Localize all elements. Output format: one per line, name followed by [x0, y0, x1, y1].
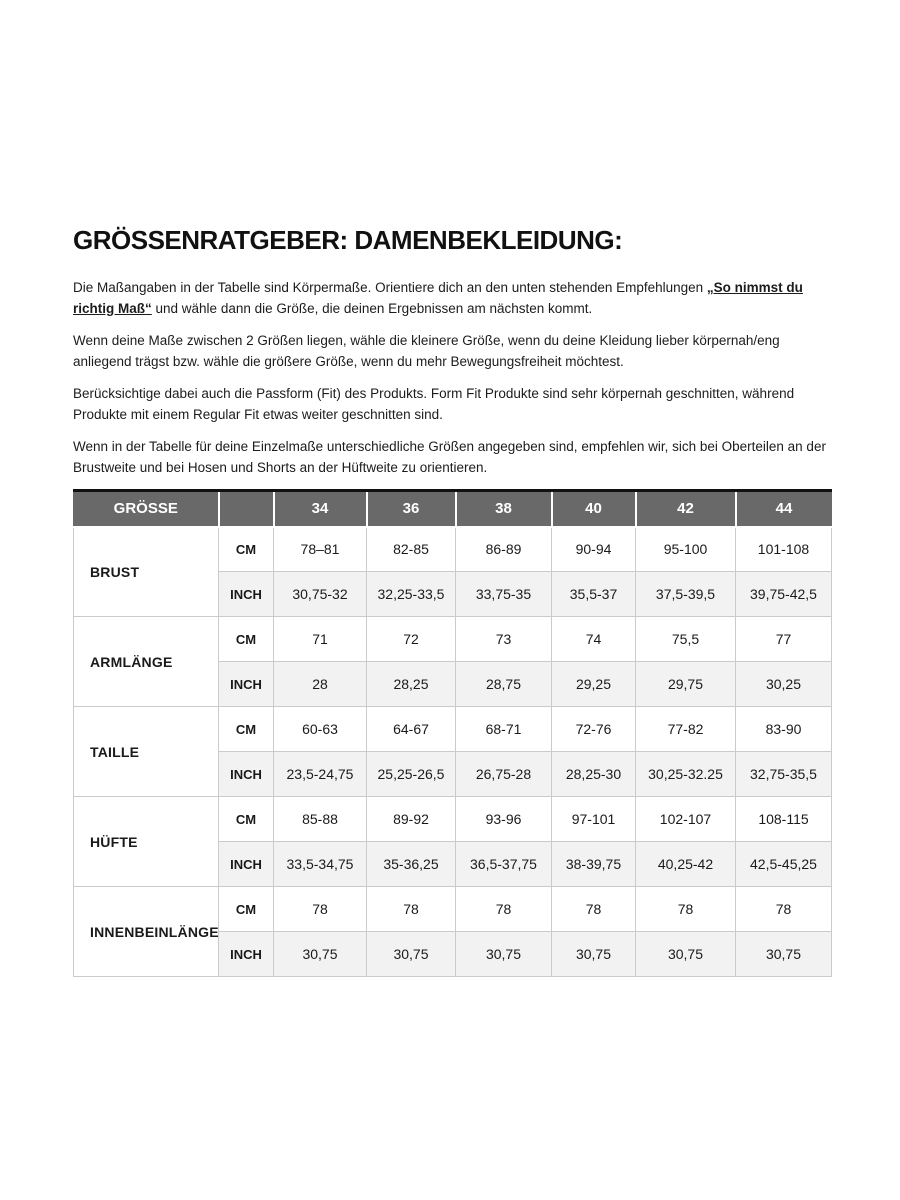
value-cell: 90-94: [552, 527, 636, 572]
size-header-34: 34: [274, 491, 367, 527]
unit-cell-cm: CM: [219, 707, 274, 752]
unit-cell-inch: INCH: [219, 662, 274, 707]
content-column: [73, 225, 831, 977]
unit-cell-inch: INCH: [219, 932, 274, 977]
value-cell: 72-76: [552, 707, 636, 752]
table-row: [74, 527, 832, 572]
size-chart-table: [73, 489, 832, 977]
intro-paragraph-fit: Berücksichtige dabei auch die Passform (Fit) des Produkts. Form Fit Produkte sind sehr körpernah geschnitten, während Produkte mit einem Regular Fit etwas weiter geschnitten sind.: [73, 386, 795, 422]
unit-cell-cm: CM: [219, 887, 274, 932]
intro-paragraph-recommendation: Wenn in der Tabelle für deine Einzelmaße unterschiedliche Größen angegeben sind, empfehlen wir, sich bei Oberteilen an der Brustweite und bei Hosen und Shorts an der Hüftweite zu orientieren.: [73, 439, 826, 475]
size-header-36: 36: [367, 491, 456, 527]
value-cell: 93-96: [456, 797, 552, 842]
unit-cell-inch: INCH: [219, 752, 274, 797]
size-header-40: 40: [552, 491, 636, 527]
value-cell: 78: [552, 887, 636, 932]
value-cell: 86-89: [456, 527, 552, 572]
value-cell: 30,75: [736, 932, 832, 977]
value-cell: 74: [552, 617, 636, 662]
size-header-38: 38: [456, 491, 552, 527]
value-cell: 77: [736, 617, 832, 662]
value-cell: 28,25: [367, 662, 456, 707]
value-cell: 39,75-42,5: [736, 572, 832, 617]
value-cell: 71: [274, 617, 367, 662]
value-cell: 30,75: [456, 932, 552, 977]
table-row: [74, 797, 832, 842]
value-cell: 85-88: [274, 797, 367, 842]
unit-cell-cm: CM: [219, 797, 274, 842]
size-header-corner: GRÖSSE: [74, 491, 219, 527]
size-header-44: 44: [736, 491, 832, 527]
value-cell: 82-85: [367, 527, 456, 572]
how-to-measure-link[interactable]: „So nimmst du richtig Maß“: [73, 280, 803, 316]
unit-cell-cm: CM: [219, 527, 274, 572]
value-cell: 60-63: [274, 707, 367, 752]
value-cell: 32,25-33,5: [367, 572, 456, 617]
value-cell: 23,5-24,75: [274, 752, 367, 797]
page-title: GRÖSSENRATGEBER: DAMENBEKLEIDUNG:: [73, 225, 623, 255]
value-cell: 95-100: [636, 527, 736, 572]
row-label-innenbeinlaenge: INNENBEINLÄNGE: [74, 887, 219, 977]
value-cell: 78: [736, 887, 832, 932]
value-cell: 36,5-37,75: [456, 842, 552, 887]
table-row: [74, 887, 832, 932]
value-cell: 29,25: [552, 662, 636, 707]
intro-paragraph-measure: [73, 277, 831, 319]
value-cell: 30,75-32: [274, 572, 367, 617]
table-row: [74, 707, 832, 752]
value-cell: 102-107: [636, 797, 736, 842]
value-cell: 25,25-26,5: [367, 752, 456, 797]
value-cell: 33,5-34,75: [274, 842, 367, 887]
value-cell: 28: [274, 662, 367, 707]
intro-paragraph-between-sizes: Wenn deine Maße zwischen 2 Größen liegen, wähle die kleinere Größe, wenn du deine Kleidung lieber körpernah/eng anliegend trägst bzw. wähle die größere Größe, wenn du mehr Bewegungsfreiheit möchtest.: [73, 333, 780, 369]
row-label-taille: TAILLE: [74, 707, 219, 797]
value-cell: 77-82: [636, 707, 736, 752]
value-cell: 35,5-37: [552, 572, 636, 617]
intro-p1-before: Die Maßangaben in der Tabelle sind Körpermaße. Orientiere dich an den unten stehenden Empfehlungen: [73, 280, 707, 295]
value-cell: 78–81: [274, 527, 367, 572]
value-cell: 73: [456, 617, 552, 662]
value-cell: 26,75-28: [456, 752, 552, 797]
value-cell: 89-92: [367, 797, 456, 842]
table-row: [74, 617, 832, 662]
value-cell: 32,75-35,5: [736, 752, 832, 797]
value-cell: 38-39,75: [552, 842, 636, 887]
value-cell: 35-36,25: [367, 842, 456, 887]
value-cell: 97-101: [552, 797, 636, 842]
value-cell: 64-67: [367, 707, 456, 752]
value-cell: 30,75: [274, 932, 367, 977]
value-cell: 78: [636, 887, 736, 932]
value-cell: 108-115: [736, 797, 832, 842]
value-cell: 30,75: [636, 932, 736, 977]
value-cell: 33,75-35: [456, 572, 552, 617]
value-cell: 68-71: [456, 707, 552, 752]
value-cell: 30,75: [367, 932, 456, 977]
value-cell: 40,25-42: [636, 842, 736, 887]
value-cell: 30,75: [552, 932, 636, 977]
value-cell: 101-108: [736, 527, 832, 572]
value-cell: 30,25-32.25: [636, 752, 736, 797]
value-cell: 83-90: [736, 707, 832, 752]
row-label-brust: BRUST: [74, 527, 219, 617]
value-cell: 72: [367, 617, 456, 662]
unit-cell-inch: INCH: [219, 572, 274, 617]
intro-p1-after: und wähle dann die Größe, die deinen Ergebnissen am nächsten kommt.: [151, 301, 593, 316]
value-cell: 78: [367, 887, 456, 932]
row-label-armlaenge: ARMLÄNGE: [74, 617, 219, 707]
size-header-42: 42: [636, 491, 736, 527]
value-cell: 28,25-30: [552, 752, 636, 797]
size-header-row: [74, 491, 832, 527]
value-cell: 28,75: [456, 662, 552, 707]
value-cell: 75,5: [636, 617, 736, 662]
unit-cell-inch: INCH: [219, 842, 274, 887]
value-cell: 30,25: [736, 662, 832, 707]
value-cell: 42,5-45,25: [736, 842, 832, 887]
size-header-unit-spacer: [219, 491, 274, 527]
row-label-huefte: HÜFTE: [74, 797, 219, 887]
value-cell: 37,5-39,5: [636, 572, 736, 617]
unit-cell-cm: CM: [219, 617, 274, 662]
value-cell: 29,75: [636, 662, 736, 707]
value-cell: 78: [456, 887, 552, 932]
value-cell: 78: [274, 887, 367, 932]
